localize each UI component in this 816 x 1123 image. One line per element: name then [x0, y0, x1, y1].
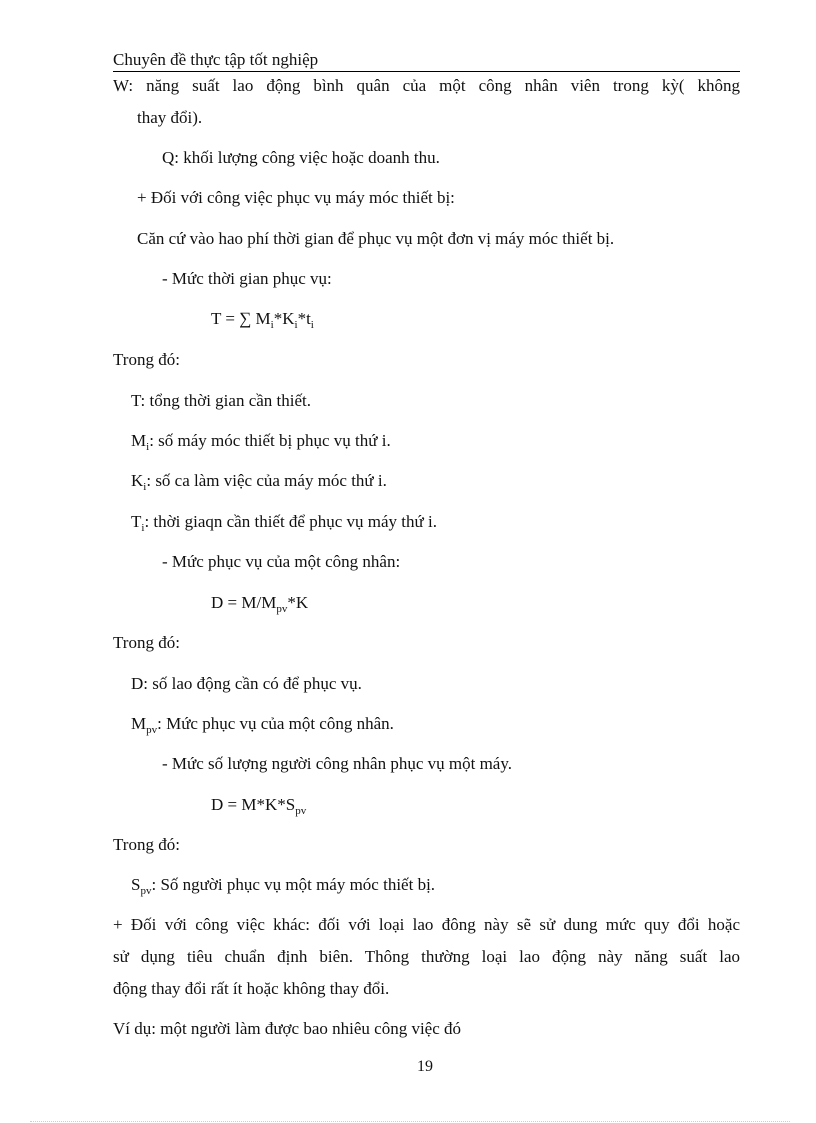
where-label-3: Trong đó: — [113, 835, 180, 854]
t-definition: T: tổng thời gian cần thiết. — [131, 391, 311, 410]
variable: T — [131, 512, 142, 531]
definition-text: : thời giaqn cần thiết để phục vụ máy thứ i. — [144, 512, 437, 531]
w-definition-line-1: W: năng suất lao động bình quân của một công nhân viên trong kỳ( không — [113, 76, 740, 95]
definition-text: : Số người phục vụ một máy móc thiết bị. — [151, 875, 436, 894]
variable: M — [131, 714, 147, 733]
formula-subscript: pv — [295, 805, 307, 817]
variable-subscript: pv — [146, 724, 158, 736]
machine-service-heading: + Đối với công việc phục vụ máy móc thiết bị: — [137, 188, 455, 207]
mi-definition — [131, 430, 391, 452]
variable: S — [131, 875, 141, 894]
formula-part: D = M*K*S — [211, 795, 296, 814]
spv-definition — [131, 874, 435, 896]
formula-subscript: i — [310, 319, 314, 331]
formula-part: T = ∑ M — [211, 309, 271, 328]
machine-service-basis: Căn cứ vào hao phí thời gian để phục vụ một đơn vị máy móc thiết bị. — [137, 229, 615, 248]
formula-part: *K — [287, 593, 309, 612]
worker-service-heading: - Mức phục vụ của một công nhân: — [162, 552, 401, 571]
service-time-heading: - Mức thời gian phục vụ: — [162, 269, 332, 288]
definition-text: : Mức phục vụ của một công nhân. — [157, 714, 394, 733]
formula-service-time — [211, 308, 314, 330]
variable-subscript: i — [146, 441, 150, 453]
mpv-definition — [131, 713, 394, 735]
variable-subscript: i — [141, 522, 145, 534]
example-line: Ví dụ: một người làm được bao nhiêu công việc đó — [113, 1019, 462, 1038]
definition-text: : số ca làm việc của máy móc thứ i. — [146, 471, 387, 490]
formula-worker-service — [211, 592, 308, 614]
formula-workers-per-machine — [211, 794, 306, 816]
page-header — [113, 49, 740, 72]
d-definition: D: số lao động cần có để phục vụ. — [131, 674, 362, 693]
formula-part: D = M/M — [211, 593, 277, 612]
ti-definition — [131, 511, 437, 533]
formula-subscript: i — [294, 319, 298, 331]
other-work-line-1: + Đối với công việc khác: đối với loại lao đông này sẽ sử dung mức quy đổi hoặc — [113, 915, 740, 934]
variable-subscript: i — [143, 481, 147, 493]
q-definition: Q: khối lượng công việc hoặc doanh thu. — [162, 148, 440, 167]
footer-divider — [30, 1121, 790, 1122]
formula-subscript: pv — [276, 603, 288, 615]
where-label-2: Trong đó: — [113, 633, 180, 652]
ki-definition — [131, 470, 387, 492]
w-definition-line-2: thay đổi). — [137, 108, 203, 127]
header-title: Chuyên đề thực tập tốt nghiệp — [113, 50, 319, 69]
formula-subscript: i — [270, 319, 274, 331]
page-number: 19 — [417, 1058, 433, 1075]
formula-part: *t — [297, 309, 311, 328]
variable-subscript: pv — [140, 885, 152, 897]
other-work-line-3: động thay đổi rất ít hoặc không thay đổi. — [113, 979, 390, 998]
formula-part: *K — [273, 309, 295, 328]
where-label-1: Trong đó: — [113, 350, 180, 369]
other-work-line-2: sử dụng tiêu chuẩn định biên. Thông thường loại lao động này năng suất lao — [113, 947, 740, 966]
variable: K — [131, 471, 144, 490]
variable: M — [131, 431, 147, 450]
definition-text: : số máy móc thiết bị phục vụ thứ i. — [149, 431, 391, 450]
workers-per-machine-heading: - Mức số lượng người công nhân phục vụ một máy. — [162, 754, 513, 773]
